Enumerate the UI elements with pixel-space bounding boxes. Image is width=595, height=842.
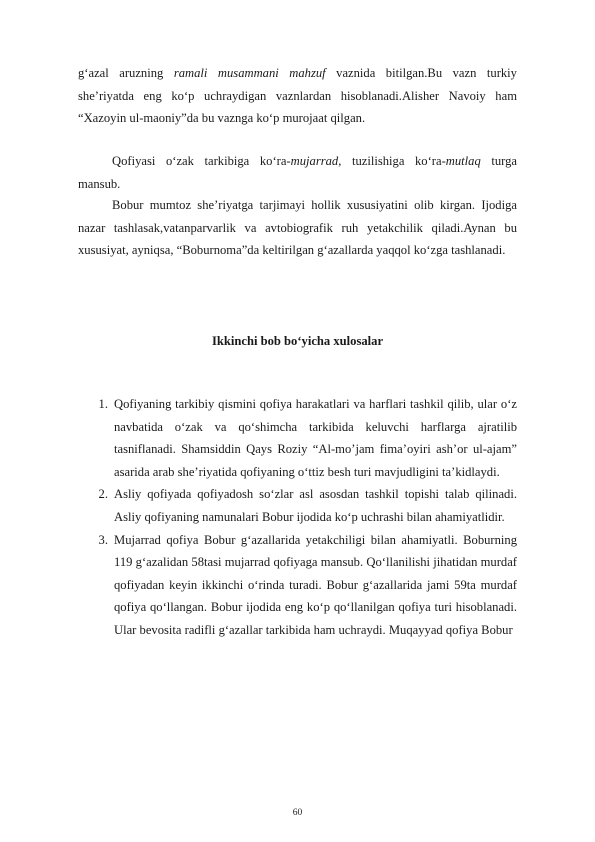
conclusions-list bbox=[78, 393, 517, 642]
list-item-text: Qofiyaning tarkibiy qismini qofiya harakatlari va harflari tashkil qilib, ular o‘z navbatida o‘zak va qo‘shimcha tarkibida keluvchi harflarga ajratilib tasniflanadi. Shamsiddin Qays Roziy “Al-mo’jam fima’oyiri ash’or ul-ajam” asarida arab she’riyatida qofiyaning o‘ttiz besh turi mavjudligini ta’kidlaydi. bbox=[114, 397, 517, 479]
italic-term: mujarrad bbox=[290, 154, 339, 168]
paragraph-text: g‘azal aruzning bbox=[78, 66, 174, 80]
section-heading: Ikkinchi bob bo‘yicha xulosalar bbox=[211, 334, 384, 348]
paragraph-rhyme-type bbox=[78, 150, 517, 195]
italic-term: mutlaq bbox=[445, 154, 481, 168]
paragraph-text: turga mansub. bbox=[78, 154, 517, 191]
page-number: 60 bbox=[292, 808, 303, 818]
paragraph-text: Qofiyasi o‘zak tarkibiga ko‘ra- bbox=[112, 154, 291, 168]
italic-term: ramali musammani mahzuf bbox=[173, 66, 326, 80]
paragraph-ramal-meter bbox=[78, 62, 517, 130]
paragraph-autobiography: Bobur mumtoz she’riyatga tarjimayi hollik xususiyatini olib kirgan. Ijodiga nazar tashlasak,vatanparvarlik va avtobiografik ruh yetakchilik qiladi.Aynan bu xususiyat, ayniqsa, “Boburnoma”da keltirilgan g‘azallarda yaqqol ko‘zga tashlanadi. bbox=[78, 198, 517, 258]
list-item-text: Mujarrad qofiya Bobur g‘azallarida yetakchiligi bilan ahamiyatli. Boburning 119 g‘azalidan 58tasi mujarrad qofiyaga mansub. Qo‘llanilishi jihatidan murdaf qofiyadan keyin ikkinchi o‘rinda turadi. Bobur g‘azallarida jami 59ta murdaf qofiya qo‘llangan. Bobur ijodida eng ko‘p qo‘llanilgan qofiya turi hisoblanadi. Ular bevosita radifli g‘azallar tarkibida ham uchraydi. Muqayyad qofiya Bobur bbox=[114, 532, 517, 637]
list-number: 2. bbox=[98, 487, 108, 502]
list-number: 1. bbox=[98, 397, 108, 411]
list-item bbox=[78, 483, 517, 528]
list-item bbox=[78, 393, 517, 483]
paragraph-text: , tuzilishiga ko‘ra- bbox=[338, 154, 446, 168]
list-number: 3. bbox=[98, 532, 108, 547]
list-item-text: Asliy qofiyada qofiyadosh so‘zlar asl asosdan tashkil topishi talab qilinadi. Asliy qofiyaning namunalari Bobur ijodida ko‘p uchrashi bilan ahamiyatlidir. bbox=[114, 487, 517, 524]
list-item bbox=[78, 529, 517, 642]
paragraph-text: vaznida bitilgan.Bu vazn turkiy she’riyatda eng ko‘p uchraydigan vaznlardan hisoblanadi.Alisher Navoiy ham “Xazoyin ul-maoniy”da bu vaznga ko‘p murojaat qilgan. bbox=[78, 66, 517, 126]
